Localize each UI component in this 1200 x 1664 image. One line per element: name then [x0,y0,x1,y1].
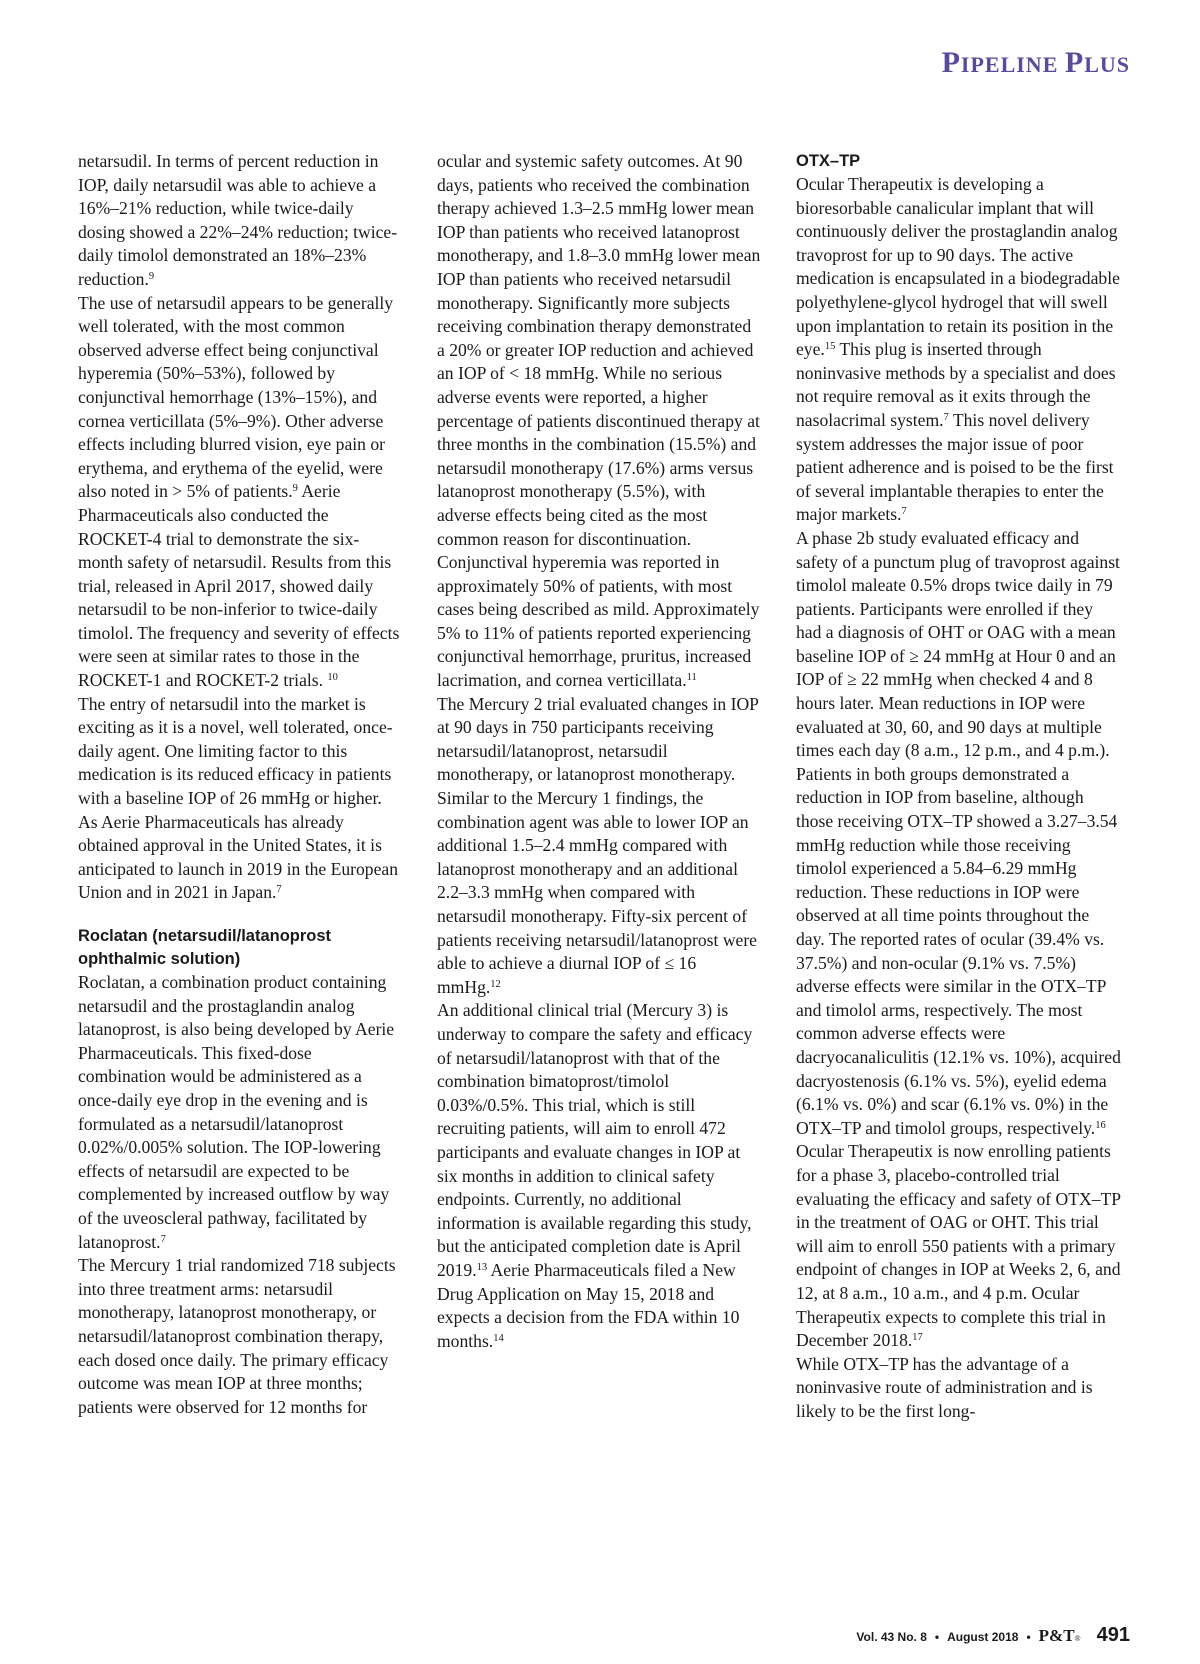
reference-superscript: 13 [476,1261,488,1273]
paragraph: An additional clinical trial (Mercury 3) is underway to compare the safety and efficacy of netarsudil/latanoprost with that of the combination bimatoprost/timolol 0.03%/0.5%. This trial, which is still recruiting patients, will aim to enroll 472 participants and evaluate changes in IOP at six months in addition to clinical safety endpoints. Currently, no additional information is available regarding this study, but the anticipated completion date is April 2019.13 Aerie Pharmaceuticals filed a New Drug Application on May 15, 2018 and expects a decision from the FDA within 10 months.$^{14}$ [437,1000,753,1351]
journal-name: P&T® [1038,1626,1081,1645]
volume-issue: Vol. 43 No. 8 [856,1630,927,1644]
reference-superscript: 10 [327,672,338,684]
article-column-2 [437,150,762,1353]
separator-dot: • [1026,1630,1031,1644]
paragraph: The Mercury 2 trial evaluated changes in IOP at 90 days in 750 participants receiving netarsudil/latanoprost, netarsudil monotherapy, or latanoprost monotherapy. Similar to the Mercury 1 findings, the combination agent was able to lower IOP an additional 1.5–2.4 mmHg compared with latanoprost monotherapy and an additional 2.2–3.3 mmHg when compared with netarsudil monotherapy. Fifty-six percent of patients receiving netarsudil/latanoprost were able to achieve a diurnal IOP of ≤ 16 mmHg.$^{12}$ [437,693,759,997]
page-footer [856,1624,1130,1647]
paragraph: The entry of netarsudil into the market is exciting as it is a novel, well tolerated, once-daily agent. One limiting factor to this medication is its reduced efficacy in patients with a baseline IOP of 26 mmHg or higher. As Aerie Pharmaceuticals has already obtained approval in the United States, it is anticipated to launch in 2019 in the European Union and in 2021 in Japan.$^7$ [78,693,399,903]
reference-superscript: 9 [148,270,155,282]
paragraph: Roclatan, a combination product containing netarsudil and the prostaglandin analog latanoprost, is also being developed by Aerie Pharmaceuticals. This fixed-dose combination would be administered as a once-daily eye drop in the evening and is formulated as a netarsudil/latanoprost 0.02%/0.005% solution. The IOP-lowering effects of netarsudil are expected to be complemented by increased outflow by way of the uveoscleral pathway, facilitated by latanoprost.$^7$ [78,972,395,1252]
subsection-heading-otx-tp: OTX–TP [796,152,861,170]
reference-superscript: 17 [912,1332,923,1344]
paragraph: The Mercury 1 trial randomized 718 subjects into three treatment arms: netarsudil monotherapy, latanoprost monotherapy, or netarsudil/latanoprost combination therapy, each dosed once daily. The primary efficacy outcome was mean IOP at three months; patients were observed for 12 months for [78,1255,396,1417]
reference-superscript: 7 [901,506,907,518]
reference-superscript: 7 [160,1233,166,1245]
less-equal-symbol: ≤ [664,953,675,974]
paragraph: netarsudil. In terms of percent reduction in IOP, daily netarsudil was able to achieve a 16%–21% reduction, while twice-daily dosing showed a 22%–24% reduction; twice-daily timolol demonstrated an 18%–23% reduction.$^9$ [78,151,398,289]
reference-superscript: 7 [943,411,949,423]
paragraph: The use of netarsudil appears to be generally well tolerated, with the most common observed adverse effect being conjunctival hyperemia (50%–53%), followed by conjunctival hemorrhage (13%–15%), and cornea verticillata (5%–9%). Other adverse effects including blurred vision, eye pain or erythema, and erythema of the eyelid, were also noted in > 5% of patients.$^9$ Aerie Pharmaceuticals also conducted the ROCKET-4 trial to demonstrate the six-month safety of netarsudil. Results from this trial, released in April 2017, showed daily netarsudil to be non-inferior to twice-daily timolol. The frequency and severity of effects were seen at similar rates to those in the ROCKET-1 and ROCKET-2 trials. $^{10}$ [78,292,400,691]
article-column-3 [796,150,1121,1423]
paragraph: A phase 2b study evaluated efficacy and safety of a punctum plug of travoprost against timolol maleate 0.5% drops twice daily in 79 patients. Participants were enrolled if they had a diagnosis of OHT or OAG with a mean baseline IOP of ≥ 24 mmHg at Hour 0 and an IOP of ≥ 22 mmHg when checked 4 and 8 hours later. Mean reductions in IOP were evaluated at 30, 60, and 90 days at multiple times each day (8 a.m., 12 p.m., and 4 p.m.). Patients in both groups demonstrated a reduction in IOP from baseline, although those receiving OTX–TP showed a 3.27–3.54 mmHg reduction while those receiving timolol experienced a 5.84–6.29 mmHg reduction. These reductions in IOP were observed at all time points throughout the day. The reported rates of ocular (39.4% vs. 37.5%) and non-ocular (9.1% vs. 7.5%) adverse effects were similar in the OTX–TP and timolol arms, respectively. The most common adverse effects were dacryocanaliculitis (12.1% vs. 10%), acquired dacryostenosis (6.1% vs. 5%), eyelid edema (6.1% vs. 0%) and scar (6.1% vs. 0%) in the OTX–TP and timolol groups, respectively.$^{16}$ [796,527,1121,1138]
article-column-1 [78,150,403,1419]
issue-date: August 2018 [947,1630,1019,1644]
reference-superscript: 16 [1095,1119,1106,1131]
reference-superscript: 11 [686,672,697,684]
paragraph: Ocular Therapeutix is now enrolling patients for a phase 3, placebo-controlled trial evaluating the efficacy and safety of OTX–TP in the treatment of OAG or OHT. This trial will aim to enroll 550 patients with a primary endpoint of changes in IOP at Weeks 2, 6, and 12, at 8 a.m., 10 a.m., and 4 p.m. Ocular Therapeutix expects to complete this trial in December 2018.17 [796,1141,1121,1351]
section-title: PIPELINE PLUS [941,46,1130,79]
paragraph: ocular and systemic safety outcomes. At 90 days, patients who received the combination therapy achieved 1.3–2.5 mmHg lower mean IOP than patients who received latanoprost monotherapy, and 1.8–3.0 mmHg lower mean IOP than patients who received netarsudil monotherapy. Significantly more subjects receiving combination therapy demonstrated a 20% or greater IOP reduction and achieved an IOP of < 18 mmHg. While no serious adverse events were reported, a higher percentage of patients discontinued therapy at three months in the combination (15.5%) and netarsudil monotherapy (17.6%) arms versus latanoprost monotherapy (5.5%), with adverse effects being cited as the most common reason for discontinuation. Conjunctival hyperemia was reported in approximately 50% of patients, with most cases being described as mild. Approximately 5% to 11% of patients reported experiencing conjunctival hemorrhage, pruritus, increased lacrimation, and cornea verticillata.$^{11}$ [437,151,761,691]
separator-dot: • [934,1630,940,1644]
reference-superscript: 9 [292,483,298,495]
paragraph: Ocular Therapeutix is developing a bioresorbable canalicular implant that will continuously deliver the prostaglandin analog travoprost for up to 90 days. The active medication is encapsulated in a biodegradable polyethylene-glycol hydrogel that will swell upon implantation to retain its position in the eye.$^{15}$ This plug is inserted through noninvasive methods by a specialist and does not require removal as it exits through the nasolacrimal system.$^7$ This novel delivery system addresses the major issue of poor patient adherence and is poised to be the first of several implantable therapies to enter the major markets.$^7$ [796,174,1120,525]
reference-superscript: 15 [824,341,836,353]
paragraph: While OTX–TP has the advantage of a noninvasive route of administration and is likely to be the first long- [796,1353,1093,1421]
reference-superscript: 12 [490,978,501,990]
subsection-heading-roclatan: Roclatan (netarsudil/latanoprost ophthalmic solution) [78,927,332,968]
reference-superscript: 14 [493,1332,504,1344]
reference-superscript: 7 [276,884,282,896]
page-number: 491 [1096,1624,1130,1646]
